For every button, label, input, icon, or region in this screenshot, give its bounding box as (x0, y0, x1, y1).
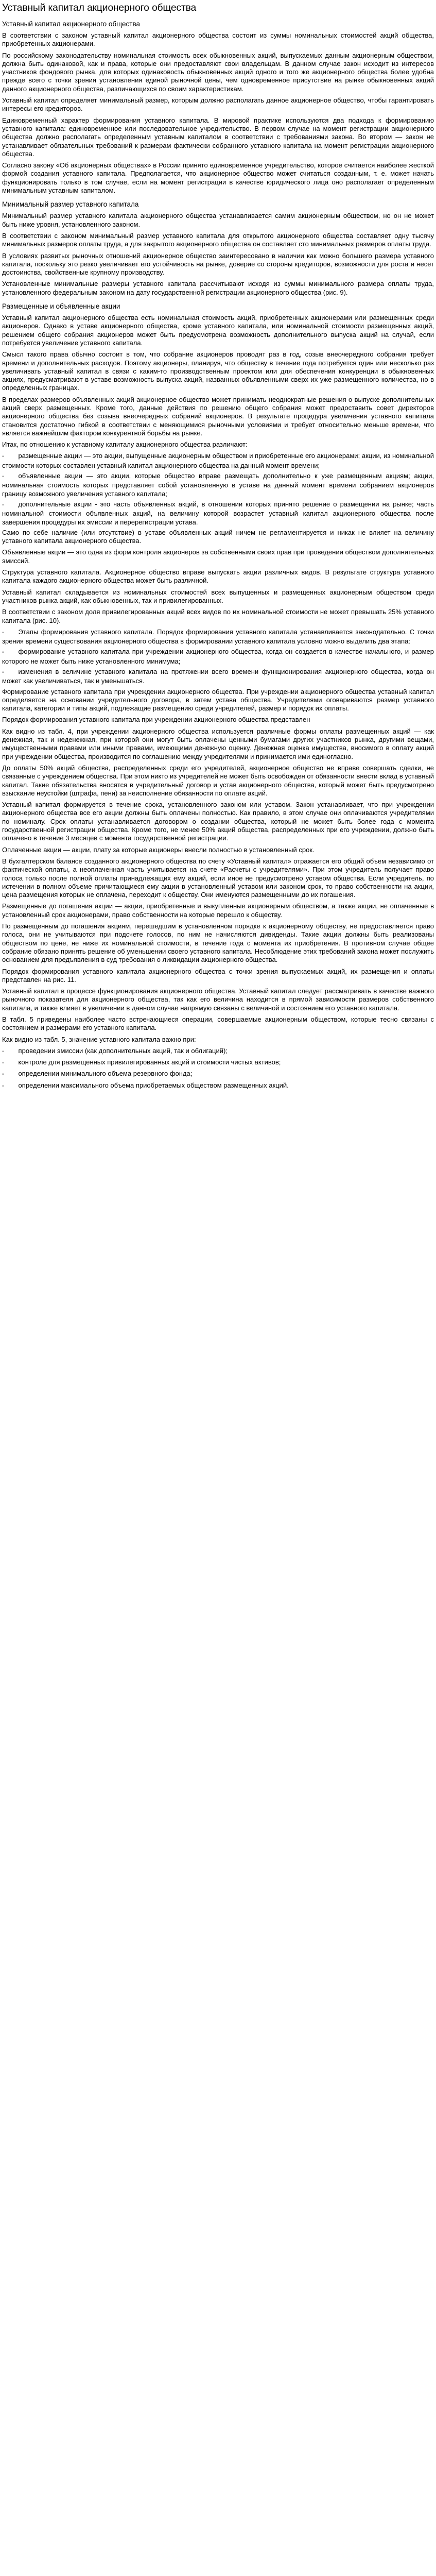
document-body (2, 20, 434, 1091)
paragraph: Минимальный размер уставного капитала акционерного общества устанавливается самим акционерным обществом, но он не может быть ниже уровня, установленного законом. (2, 212, 434, 228)
paragraph: По размещенным до погашения акциям, перешедшим в установленном порядке к акционерному обществу, не предоставляется право голоса, они не учитываются при подсчете голосов, по ним не начисляются дивиденды. Такие акции должны быть реализованы обществом по цене, не ниже их номинальной стоимости, в течение года с момента их приобретения. В противном случае общее собрание обязано принять решение об уменьшении своего уставного капитала. Несоблюдение этих требований закона может послужить основанием для предъявления в суд требования о ликвидации акционерного общества. (2, 922, 434, 964)
list-item-text: формирование уставного капитала при учреждении акционерного общества, когда он создается в качестве начального, и размер которого не может быть ниже установленного минимума; (2, 648, 434, 665)
paragraph: В соответствии с законом уставный капитал акционерного общества состоит из суммы номинальных стоимостей акций общества, приобретенных акционерами. (2, 31, 434, 48)
bullet-icon: ▪ (2, 474, 4, 480)
list-item-text: размещенные акции — это акции, выпущенные акционерным обществом и приобретенные его акционерами; акции, из номинальной стоимости которых составлен уставный капитал акционерного общества на данный момент времени; (2, 452, 434, 469)
paragraph: Оплаченные акции — акции, плату за которые акционеры внесли полностью в установленный срок. (2, 845, 315, 854)
paragraph: Размещенные до погашения акции — акции, приобретенные и выкупленные акционерным обществом, а также акции, не оплаченные в установленный срок акционерами, право собственности на которые перешло к обществу. (2, 902, 434, 919)
list-item (2, 628, 434, 646)
paragraph: Согласно закону «Об акционерных обществах» в России принято единовременное учредительство, которое считается наиболее жесткой формой создания уставного капитала. Предполагается, что акционерное общество может считаться созданным, т. е. может начать функционировать только в том случае, если на момент регистрации в качестве юридического лица оно располагает определенным минимальным уставным капиталом. (2, 161, 434, 195)
paragraph: Смысл такого права обычно состоит в том, что собрание акционеров проводят раз в год, созыв внеочередного собрания требует времени и дополнительных расходов. Поэтому акционеры, планируя, что обществу в течение года потребуется один или несколько раз увеличивать уставный капитал в связи с каким-то производственным проектом или для обеспечения конкуренции в обыкновенных акциях, предусматривают в уставе возможность выпуска акций, названных объявленными сверх их уже размещенного количества, но в определенных границах. (2, 350, 434, 392)
page-title: Уставный капитал акционерного общества (2, 3, 197, 13)
list-item (2, 472, 434, 498)
bullet-icon: ▪ (2, 1060, 4, 1066)
bullet-icon: ▪ (2, 454, 4, 460)
paragraph: Как видно из табл. 5, значение уставного капитала важно при: (2, 1035, 196, 1043)
paragraph: В условиях развитых рыночных отношений акционерное общество заинтересовано в наличии как можно большего размера уставного капитала, поскольку это резко увеличивает его устойчивость на рынке, доверие со стороны кредиторов, возможности для роста и несет достоинства, свойственные крупному производству. (2, 251, 434, 277)
list-item (2, 1058, 434, 1067)
bullet-icon: ▪ (2, 1048, 4, 1055)
bullet-icon: ▪ (2, 670, 4, 675)
list-item (2, 668, 434, 686)
paragraph: В табл. 5 приведены наиболее часто встречающиеся операции, совершаемые акционерным обществом, которые тесно связаны с состоянием и размерами его уставного капитала. (2, 1015, 434, 1032)
list-item (2, 452, 434, 470)
paragraph: Само по себе наличие (или отсутствие) в уставе объявленных акций ничем не регламентируется и никак не влияет на величину уставного капитала акционерного общества. (2, 528, 434, 545)
paragraph: Объявленные акции — это одна из форм контроля акционеров за собственными своих прав при проведении обществом дополнительных эмиссий. (2, 548, 434, 565)
paragraph: В бухгалтерском балансе созданного акционерного общества по счету «Уставный капитал» отражается его общий объем независимо от фактической оплаты, а неоплаченная часть учитывается на счете «Расчеты с учредителями». При этом учредитель получает право голоса только после полной оплаты принадлежащих ему акций, если иное не предусмотрено уставом общества. Если учредитель, по истечении в полном объеме причитающиеся ему акции в установленный уставом или законом срок, то право собственности на акции, цена размещения которых не оплачена, переходит к обществу. Они именуются размещенными до их погашения. (2, 857, 434, 899)
list-item (2, 648, 434, 666)
list-item-text: контроле для размещенных привилегированных акций и стоимости чистых активов; (18, 1058, 281, 1066)
paragraph: Уставный капитал акционерного общества есть номинальная стоимость акций, приобретенных акционерами или размещенных среди акционеров. Однако в уставе акционерного общества, кроме уставного капитала, или номинальной стоимости размещенных акций, решением общего собрания акционеров может быть предусмотрена возможность дополнительного выпуска акций на случай, если потребуется увеличение уставного капитала. (2, 314, 434, 347)
bullet-icon: ▪ (2, 650, 4, 656)
section-heading: Уставный капитал акционерного общества (2, 20, 140, 28)
paragraph: Уставный капитал формируется в течение срока, установленного законом или уставом. Закон устанавливает, что при учреждении акционерного общества все его акции должны быть оплачены полностью. Как правило, в этом случае они оплачиваются учредителями по номиналу. Срок оплаты устанавливается договором о создании общества, который не может быть более года с момента государственной регистрации общества. Кроме того, не менее 50% акций общества, распределенных при его учреждении, должно быть оплачено в течение 3 месяцев с момента государственной регистрации. (2, 801, 434, 842)
list-item-text: дополнительные акции - это часть объявленных акций, в отношении которых принято решение о размещении на рынке; часть номинальной стоимости объявленных акций, на величину которой возрастет уставный капитал акционерного общества после завершения процедуры их эмиссии и перерегистрации устава. (2, 500, 434, 526)
list-item (2, 500, 434, 527)
bullet-icon: ▪ (2, 1083, 4, 1089)
list-item-text: объявленные акции — это акции, которые общество вправе размещать дополнительно к уже размещенным акциям; акции, номинальная стоимость которых представляет собой установленную в уставе на данный момент времени собранием акционеров границу возможного увеличения уставного капитала; (2, 472, 434, 498)
paragraph: Уставный капитал в процессе функционирования акционерного общества. Уставный капитал следует рассматривать в качестве важного рыночного показателя для акционерного общества, так как его величина находится в прямой зависимости размеров собственного капитала, и также влияет в увеличении в данном случае напрямую связаны с величиной и состоянием его уставного капитала. (2, 987, 434, 1012)
paragraph: Порядок формирования уставного капитала акционерного общества с точки зрения выпускаемых акций, их размещения и оплаты представлен на рис. 11. (2, 967, 434, 984)
paragraph: Уставный капитал определяет минимальный размер, которым должно располагать данное акционерное общество, чтобы гарантировать интересы его кредиторов. (2, 96, 434, 113)
bullet-icon: ▪ (2, 630, 4, 636)
list-item-text: определении максимального объема приобретаемых обществом размещенных акций. (18, 1081, 289, 1089)
list-item-text: Этапы формирования уставного капитала. Порядок формирования уставного капитала устанавливается законодательно. С точки зрения времени существования акционерного общества в формировании уставного капитала условно можно выделить два этапа: (2, 628, 434, 646)
list-item-text: определении минимального объема резервного фонда; (18, 1070, 193, 1078)
paragraph: Уставный капитал складывается из номинальных стоимостей всех выпущенных и размещенных акционерным обществом среди участников рынка акций, как обыкновенных, так и привилегированных. (2, 588, 434, 604)
bullet-icon: ▪ (2, 1072, 4, 1078)
paragraph: Порядок формирования уставного капитала при учреждении акционерного общества представлен (2, 716, 310, 724)
list-item-text: изменения в величине уставного капитала на протяжении всего времени функционирования акционерного общества, когда он может как увеличиваться, так и уменьшаться. (2, 668, 434, 685)
list-item (2, 1081, 434, 1091)
paragraph: Единовременный характер формирования уставного капитала. В мировой практике используются два подхода к формированию уставного капитала: единовременное или последовательное учредительство. В первом случае на момент регистрации акционерного общества должно располагать определенным уставным капиталом в соответствии с требованиями закона. Во втором — закон не устанавливает обязательных требований к размерам фактически собранного уставного капитала на момент регистрации акционерного общества. (2, 116, 434, 158)
paragraph: В пределах размеров объявленных акций акционерное общество может принимать неоднократные решения о выпуске дополнительных акций сверх размещенных. Кроме того, данные действия по решению общего собрания может предоставить совет директоров акционерного общества без созыва внеочередных собраний акционеров. В результате процедура увеличения уставного капитала становится достаточно гибкой в соответствии с меняющимися рыночными условиями и требует относительно меньше времени, что является важнейшим фактором конкурентной борьбы на рынке. (2, 395, 434, 437)
section-heading: Размещенные и объявленные акции (2, 302, 120, 311)
paragraph: Как видно из табл. 4, при учреждении акционерного общества используется различные формы оплаты размещенных акций — как денежная, так и неденежная, при которой они могут быть оплачены ценными бумагами других участников рынка, другими вещами, имущественными правами или иными правами, имеющими денежную оценку. Денежная оценка имущества, вносимого в оплату акций при учреждении общества, производится по соглашению между учредителями и принимается ими единогласно. (2, 727, 434, 760)
paragraph: Установленные минимальные размеры уставного капитала рассчитывают исходя из суммы минимального размера оплаты труда, установленного федеральным законом на дату государственной регистрации акционерного общества (рис. 9). (2, 280, 434, 296)
paragraph: В соответствии с законом минимальный размер уставного капитала для открытого акционерного общества составляет одну тысячу минимальных размеров оплаты труда, а для закрытого акционерного общества он составляет сто минимальных размеров оплаты труда. (2, 231, 434, 248)
paragraph: Структура уставного капитала. Акционерное общество вправе выпускать акции различных видов. В результате структура уставного капитала каждого акционерного общества может быть различной. (2, 568, 434, 585)
paragraph: По российскому законодательству номинальная стоимость всех обыкновенных акций, выпускаемых данным акционерным обществом, должна быть одинаковой, как и права, которые они предоставляют свои владельцам. В данном случае закон исходит из интересов участников фондового рынка, для которых одинаковость обыкновенных акций одного и того же акционерного общества более удобна прежде всего с точки зрения установления единой рыночной цены, чем одновременное присутствие на рынке обыкновенных акций данного акционерного общества, различающихся по своим характеристикам. (2, 51, 434, 93)
paragraph: Формирование уставного капитала при учреждении акционерного общества. При учреждении акционерного общества уставный капитал определяется на основании учредительного договора, в затем устава общества. Учредителями оговариваются размер уставного капитала, категории и типы акций, подлежащие размещению среди учредителей, размер и порядок их оплаты. (2, 687, 434, 713)
list-item (2, 1047, 434, 1056)
document-page (0, 0, 436, 1099)
paragraph: Итак, по отношению к уставному капиталу акционерного общества различают: (2, 440, 248, 449)
list-item-text: проведении эмиссии (как дополнительных акций, так и облигаций); (18, 1046, 228, 1055)
list-item (2, 1070, 434, 1079)
section-heading: Минимальный размер уставного капитала (2, 200, 139, 209)
paragraph: До оплаты 50% акций общества, распределенных среди его учредителей, акционерное общество не вправе совершать сделки, не связанные с учреждением общества. При этом никто из учредителей не может быть освобожден от обязанности внести вклад в уставный капитал. Такие обязательства вносятся в учредительный договор и устав акционерного общества, который может быть предусмотрено взыскание неустойки (штрафа, пени) за неисполнение обязанности по оплате акций. (2, 764, 434, 797)
bullet-icon: ▪ (2, 502, 4, 508)
paragraph: В соответствии с законом доля привилегированных акций всех видов по их номинальной стоимости не может превышать 25% уставного капитала (рис. 10). (2, 608, 434, 624)
